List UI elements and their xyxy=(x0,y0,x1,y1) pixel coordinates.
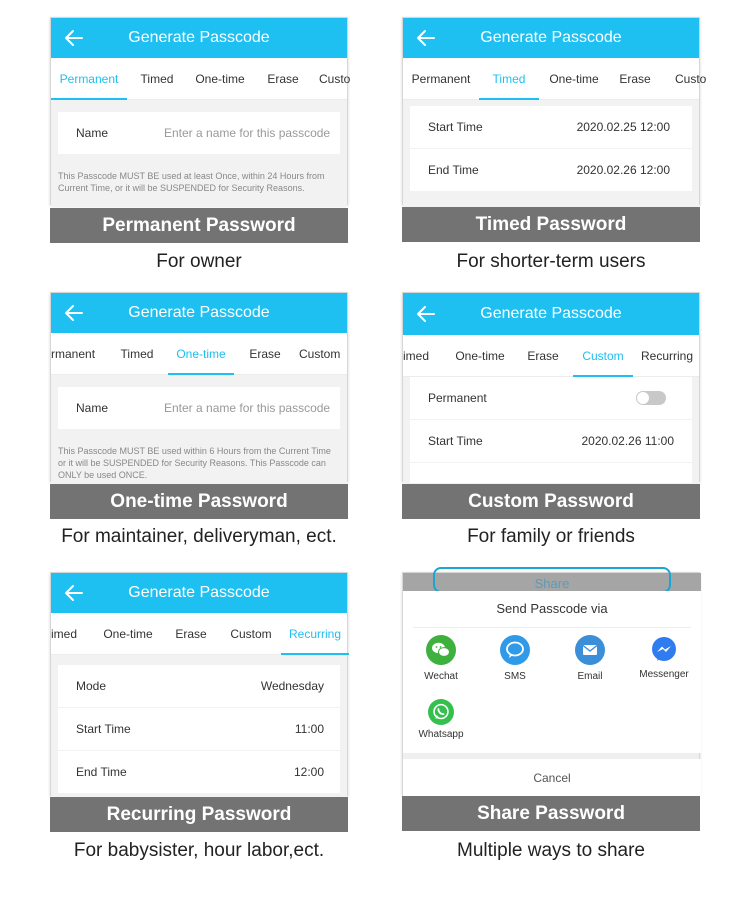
toggle-knob xyxy=(637,392,649,404)
start-time-row[interactable] xyxy=(410,106,692,148)
share-sheet xyxy=(403,591,701,753)
share-sheet-title: Send Passcode via xyxy=(496,601,608,616)
tab-one-time[interactable]: One-time xyxy=(195,72,245,86)
banner-label: Timed Password xyxy=(402,207,700,242)
share-messenger-label: Messenger xyxy=(639,669,689,680)
caption: Multiple ways to share xyxy=(457,840,645,861)
tab-timed[interactable]: imed xyxy=(403,349,430,363)
tab-bar xyxy=(51,333,347,375)
tab-one-time[interactable]: One-time xyxy=(168,333,234,375)
messenger-icon xyxy=(649,635,679,665)
tab-recurring[interactable]: Recurring xyxy=(281,613,349,655)
phone-screen-custom xyxy=(402,292,700,482)
tab-bar xyxy=(403,335,699,377)
form-area xyxy=(51,375,347,483)
tab-timed[interactable]: Timed xyxy=(120,347,154,361)
tab-permanent[interactable]: Permanent xyxy=(51,58,127,100)
tab-one-time[interactable]: One-time xyxy=(455,349,505,363)
phone-screen-recurring xyxy=(50,572,348,796)
tab-custom[interactable]: Custom xyxy=(573,335,633,377)
permanent-label: Permanent xyxy=(428,391,487,405)
tab-one-time[interactable]: One-time xyxy=(549,72,599,86)
caption: For family or friends xyxy=(467,526,635,547)
cancel-button[interactable]: Cancel xyxy=(403,759,701,797)
tab-erase[interactable]: Erase xyxy=(527,349,559,363)
banner-label: Share Password xyxy=(402,796,700,831)
page-title: Generate Passcode xyxy=(480,305,622,322)
tab-custom[interactable]: Custo xyxy=(319,72,351,86)
tab-erase[interactable]: Erase xyxy=(267,72,299,86)
passcode-note: This Passcode MUST BE used within 6 Hours from the Current Time or it will be SUSPENDED for Security Reasons. This Passcode can ONLY be used ONCE. xyxy=(58,446,331,480)
share-divider xyxy=(413,627,691,628)
app-bar xyxy=(51,293,347,333)
end-time-row[interactable] xyxy=(58,751,340,793)
share-email[interactable] xyxy=(555,635,625,682)
app-bar xyxy=(51,573,347,613)
tab-bar xyxy=(51,58,351,100)
email-icon xyxy=(575,635,605,665)
tab-custom[interactable]: Custom xyxy=(230,627,272,641)
name-input[interactable]: Enter a name for this passcode xyxy=(164,401,331,415)
end-time-row[interactable] xyxy=(410,149,692,191)
app-bar xyxy=(51,18,347,58)
phone-screen-one-time xyxy=(50,292,348,482)
form-area xyxy=(51,655,347,797)
whatsapp-icon xyxy=(428,699,454,725)
tab-custom[interactable]: Custom xyxy=(299,347,341,361)
app-bar xyxy=(403,293,699,335)
banner-label: Custom Password xyxy=(402,484,700,519)
name-label: Name xyxy=(76,126,109,140)
tab-timed[interactable]: Timed xyxy=(479,58,539,100)
page-title: Generate Passcode xyxy=(128,584,270,601)
share-wechat-label: Wechat xyxy=(424,671,458,682)
app-bar xyxy=(403,18,699,58)
permanent-toggle[interactable] xyxy=(636,391,666,405)
tab-bar xyxy=(51,613,347,655)
next-row-partial xyxy=(410,463,692,483)
tab-custom[interactable]: Custo xyxy=(675,72,707,86)
name-row[interactable] xyxy=(58,387,340,429)
passcode-note: This Passcode MUST BE used at least Once, within 24 Hours from Current Time, or it will be SUSPENDED for Security Reasons. xyxy=(58,171,325,193)
page-title: Generate Passcode xyxy=(480,29,622,46)
phone-screen-permanent xyxy=(50,17,351,205)
name-label: Name xyxy=(76,401,109,415)
tab-timed[interactable]: Timed xyxy=(140,72,174,86)
wechat-icon xyxy=(426,635,456,665)
start-time-value[interactable]: 2020.02.25 12:00 xyxy=(576,120,670,134)
tab-permanent[interactable]: Permanent xyxy=(411,72,471,86)
share-sms-label: SMS xyxy=(504,671,526,682)
start-time-row[interactable] xyxy=(58,708,340,750)
start-time-label: Start Time xyxy=(428,120,483,134)
share-email-label: Email xyxy=(577,671,603,682)
mode-value[interactable]: Wednesday xyxy=(260,679,324,693)
mode-row[interactable] xyxy=(58,665,340,707)
tab-timed[interactable]: imed xyxy=(51,627,78,641)
tab-permanent[interactable]: rmanent xyxy=(51,347,96,361)
tab-recurring[interactable]: Recurring xyxy=(641,349,694,363)
tab-erase[interactable]: Erase xyxy=(175,627,207,641)
tab-erase[interactable]: Erase xyxy=(249,347,281,361)
phone-screen-share xyxy=(402,572,700,796)
share-whatsapp-label: Whatsapp xyxy=(418,729,464,740)
name-input[interactable]: Enter a name for this passcode xyxy=(164,126,331,140)
share-button: Share xyxy=(433,567,671,593)
form-area xyxy=(403,377,699,483)
tab-bar xyxy=(403,58,707,100)
share-sms[interactable] xyxy=(480,635,550,682)
caption: For owner xyxy=(156,251,242,272)
page-title: Generate Passcode xyxy=(128,29,270,46)
mode-label: Mode xyxy=(76,679,107,693)
tab-erase[interactable]: Erase xyxy=(619,72,651,86)
banner-label: Recurring Password xyxy=(50,797,348,832)
start-time-value[interactable]: 2020.02.26 11:00 xyxy=(581,434,674,448)
banner-label: One-time Password xyxy=(50,484,348,519)
sms-icon xyxy=(500,635,530,665)
caption: For shorter-term users xyxy=(456,251,646,272)
start-time-label: Start Time xyxy=(428,434,483,448)
start-time-value[interactable]: 11:00 xyxy=(294,722,324,736)
end-time-label: End Time xyxy=(76,765,127,779)
end-time-value[interactable]: 2020.02.26 12:00 xyxy=(576,163,670,177)
page-title: Generate Passcode xyxy=(128,304,270,321)
share-wechat[interactable] xyxy=(406,635,476,682)
name-row[interactable] xyxy=(58,112,340,154)
caption: For maintainer, deliveryman, ect. xyxy=(61,526,337,547)
end-time-value[interactable]: 12:00 xyxy=(293,765,324,779)
tab-one-time[interactable]: One-time xyxy=(103,627,153,641)
start-time-row[interactable] xyxy=(410,420,692,462)
start-time-label: Start Time xyxy=(76,722,131,736)
caption: For babysister, hour labor,ect. xyxy=(73,840,325,861)
end-time-label: End Time xyxy=(428,163,479,177)
share-messenger[interactable] xyxy=(629,635,699,680)
phone-screen-timed xyxy=(402,17,707,205)
permanent-toggle-row xyxy=(410,377,692,419)
form-area xyxy=(51,100,347,206)
banner-label: Permanent Password xyxy=(50,208,348,243)
share-whatsapp[interactable] xyxy=(406,699,476,740)
form-area xyxy=(403,100,699,206)
